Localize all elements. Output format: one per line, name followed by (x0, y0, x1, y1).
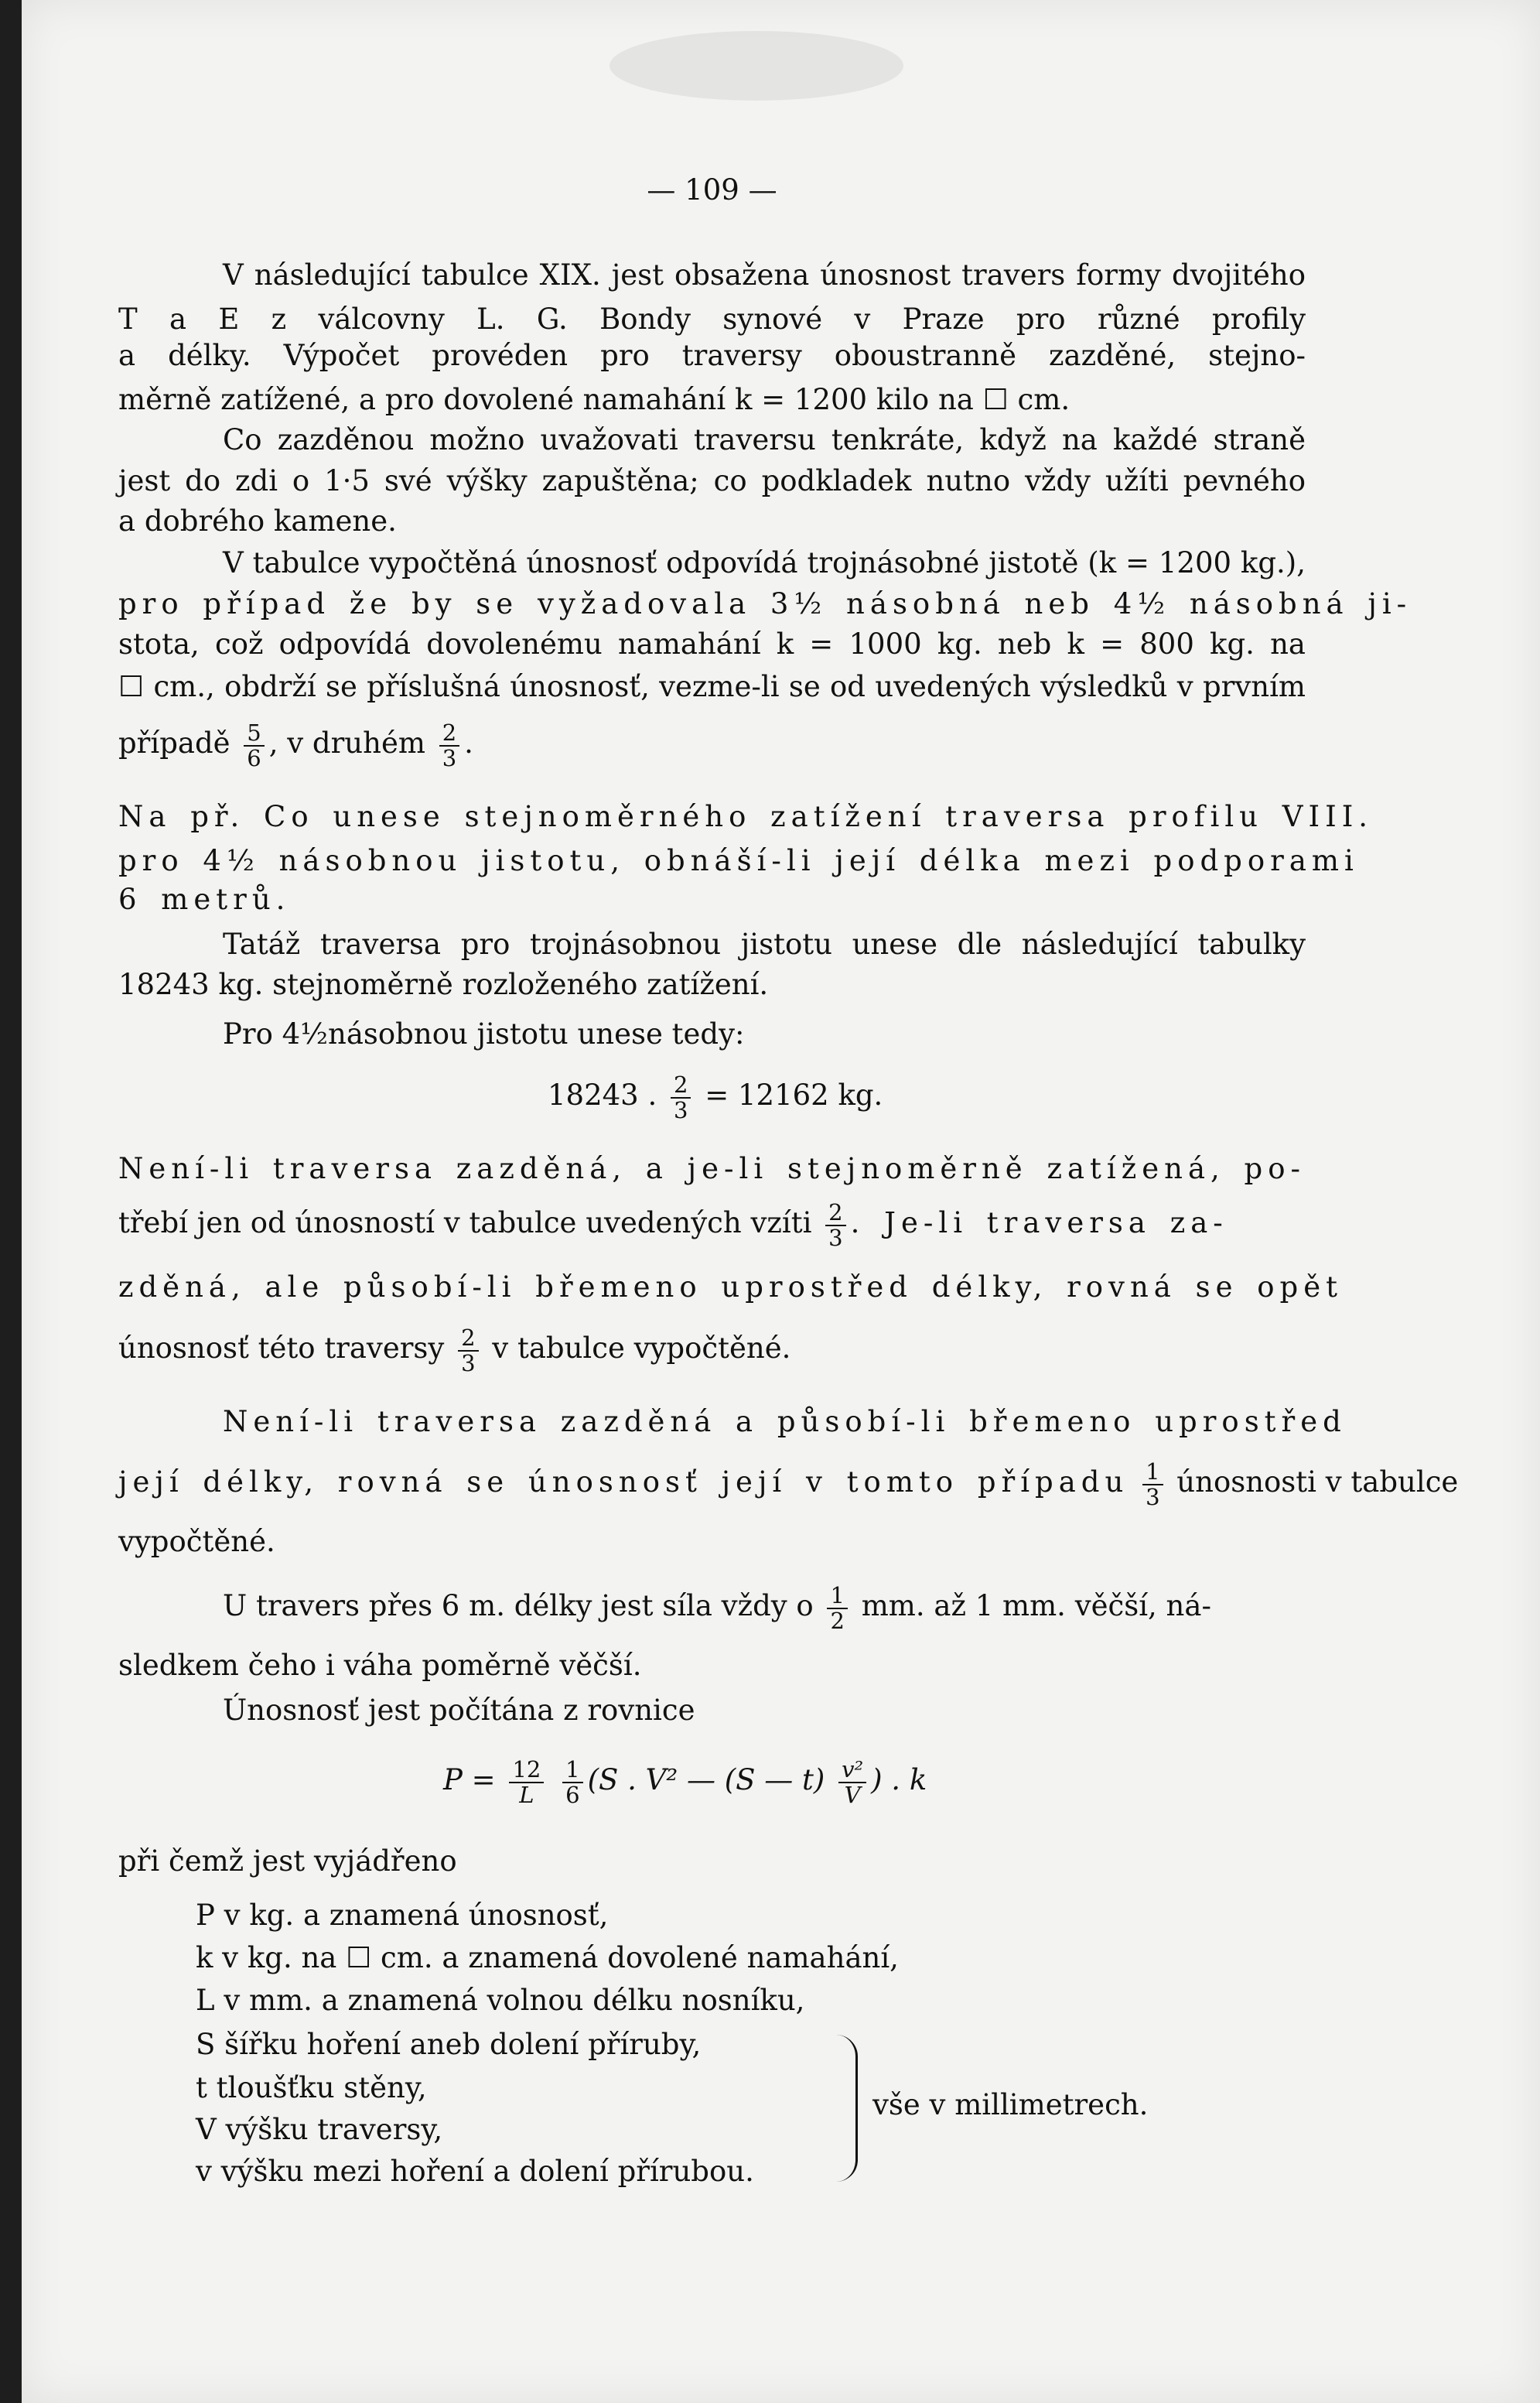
text-segment: v tabulce vypočtěné. (492, 1331, 791, 1365)
text-line: 6 metrů. (118, 883, 291, 916)
text-line (118, 1325, 790, 1376)
text-line: Pro 4½násobnou jistotu unese tedy: (223, 1017, 745, 1051)
text-line: Únosnosť jest počítána z rovnice (223, 1694, 695, 1727)
definition-item: S šířku hoření aneb dolení příruby, (196, 2028, 702, 2061)
text-line: zděná, ale působí-li břemeno uprostřed délky, rovná se opět (118, 1270, 1343, 1304)
text-line: 18243 kg. stejnoměrně rozloženého zatížení. (118, 968, 769, 1001)
text-segment: , v druhém (268, 726, 425, 760)
text-line: případě $\frac{5}{6}$ , v druhém $\frac{2}{3}$ . (118, 719, 473, 771)
text-line: T a E z válcovny L. G. Bondy synové v Praze pro různé profily (118, 303, 1306, 336)
formula-lhs: P = (443, 1763, 496, 1796)
text-line (118, 1199, 1306, 1250)
text-line: V následující tabulce XIX. jest obsažena únosnost travers formy dvojitého (223, 258, 1306, 292)
fraction (671, 1073, 691, 1123)
fraction-denominator: 6 (565, 1781, 580, 1808)
text-line (223, 1582, 1211, 1633)
fraction (838, 1755, 866, 1808)
text-line: Není-li traversa zazděná, a je-li stejnoměrně zatížená, po- (118, 1152, 1306, 1185)
fraction-denominator: 3 (442, 744, 457, 771)
fraction-denominator: L (519, 1781, 534, 1808)
text-segment: únosnosť této traversy (118, 1331, 445, 1365)
text-line: sledkem čeho i váha poměrně věčší. (118, 1649, 642, 1682)
text-line: Není-li traversa zazděná a působí-li břemeno uprostřed (223, 1405, 1347, 1438)
fraction-numerator: 12 (509, 1758, 544, 1783)
definition-item: V výšku traversy, (196, 2113, 443, 2146)
text-line: měrně zatížené, a pro dovolené namahání k = 1200 kilo na ☐ cm. (118, 383, 1070, 416)
definition-item: v výšku mezi hoření a dolení přírubou. (196, 2155, 754, 2188)
page-number: — 109 — (647, 173, 777, 207)
definition-item: k v kg. na ☐ cm. a znamená dovolené namahání, (196, 1941, 899, 1974)
text-line: pro případ že by se vyžadovala 3½ násobná neb 4½ násobná ji- (118, 587, 1412, 620)
fraction-numerator: 1 (827, 1584, 847, 1609)
fraction-numerator: 2 (825, 1201, 845, 1226)
text-line: stota, což odpovídá dovolenému namahání k = 1000 kg. neb k = 800 kg. na (118, 627, 1306, 661)
definition-item: t tloušťku stěny, (196, 2071, 427, 2104)
fraction-denominator: 6 (247, 744, 261, 771)
text-segment: mm. až 1 mm. věčší, ná- (861, 1589, 1211, 1622)
fraction (1142, 1460, 1163, 1509)
text-segment: její délky, rovná se únosnosť její v tomto případu (118, 1465, 1129, 1499)
fraction (562, 1755, 582, 1808)
text-line: ☐ cm., obdrží se příslušná únosnosť, vezme-li se od uvedených výsledků v prvním (118, 670, 1306, 703)
scan-left-edge (0, 0, 22, 2403)
text-segment: = 12162 kg. (705, 1078, 883, 1112)
fraction (509, 1755, 544, 1808)
text-line: vypočtěné. (118, 1525, 275, 1558)
text-line: Tatáž traversa pro trojnásobnou jistotu unese dle následující tabulky (223, 928, 1306, 961)
text-segment: 18243 . (548, 1078, 657, 1112)
text-segment: případě (118, 726, 230, 760)
fraction-numerator: 2 (671, 1073, 691, 1099)
text-line: při čemž jest vyjádřeno (118, 1844, 457, 1878)
fraction (458, 1326, 478, 1376)
text-line: pro 4½ násobnou jistotu, obnáší-li její délka mezi podporami (118, 844, 1359, 877)
fraction-denominator: V (844, 1781, 861, 1808)
text-segment: únosnosti v tabulce (1176, 1465, 1459, 1499)
text-line: V tabulce vypočtěná únosnosť odpovídá trojnásobné jistotě (k = 1200 kg.), (223, 546, 1306, 579)
formula-tail: ) . k (871, 1763, 927, 1796)
text-line: Na př. Co unese stejnoměrného zatížení traversa profilu VIII. (118, 800, 1374, 833)
fraction-denominator: 2 (830, 1607, 845, 1634)
equation-line (548, 1072, 883, 1123)
definition-item: P v kg. a znamená únosnosť, (196, 1899, 609, 1932)
fraction (825, 1198, 845, 1251)
text-segment: . Je-li traversa za- (850, 1206, 1228, 1239)
text-line: a dobrého kamene. (118, 504, 397, 538)
fraction-numerator: v² (838, 1758, 866, 1783)
definition-item: L v mm. a znamená volnou délku nosníku, (196, 1984, 805, 2017)
scan-stain (610, 31, 903, 101)
fraction-numerator: 2 (439, 721, 459, 747)
fraction-numerator: 5 (244, 721, 264, 747)
fraction-denominator: 3 (674, 1096, 688, 1123)
text-segment: U travers přes 6 m. délky jest síla vždy o (223, 1589, 814, 1622)
formula-body: (S . V² — (S — t) (587, 1763, 825, 1796)
text-line (118, 1458, 1459, 1510)
fraction-denominator: 3 (1146, 1483, 1160, 1510)
text-line: Co zazděnou možno uvažovati traversu tenkráte, když na každé straně (223, 423, 1306, 456)
curly-brace (834, 2035, 858, 2182)
text-segment: třebí jen od únosností v tabulce uvedených vzíti (118, 1206, 812, 1239)
fraction (244, 721, 264, 771)
text-line: a délky. Výpočet provéden pro traversy oboustranně zazděné, stejno- (118, 339, 1306, 372)
text-line: jest do zdi o 1·5 své výšky zapuštěna; co podkladek nutno vždy užíti pevného (118, 464, 1306, 497)
main-formula (443, 1756, 927, 1807)
book-page (22, 0, 1540, 2403)
fraction (827, 1581, 847, 1634)
fraction-denominator: 3 (828, 1224, 843, 1251)
fraction (439, 721, 459, 771)
fraction-numerator: 1 (562, 1758, 582, 1783)
fraction-numerator: 2 (458, 1326, 478, 1352)
fraction-numerator: 1 (1142, 1460, 1163, 1485)
brace-label: vše v millimetrech. (872, 2088, 1149, 2121)
fraction-denominator: 3 (461, 1349, 476, 1376)
